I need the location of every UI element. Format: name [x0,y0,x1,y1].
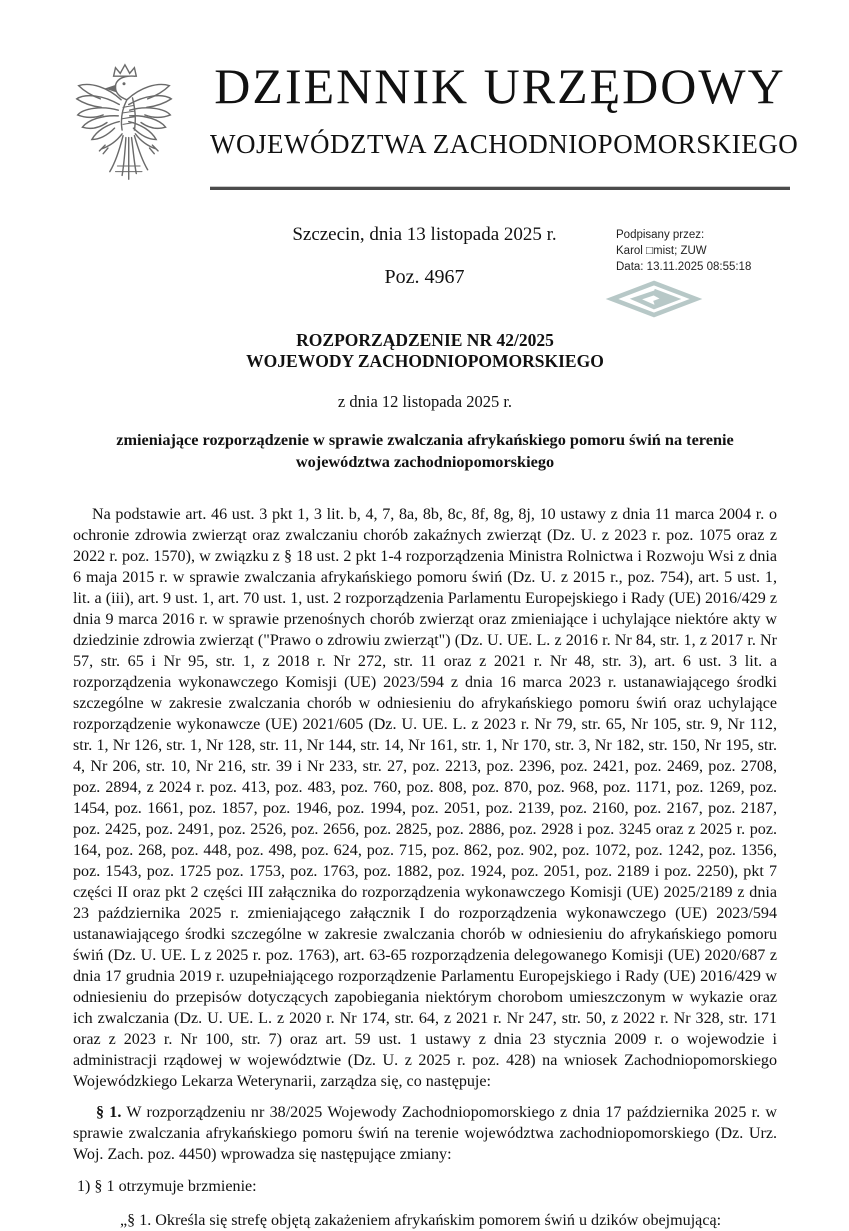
act-title-line1: ROZPORZĄDZENIE NR 42/2025 [296,330,554,350]
act-title-line2: WOJEWODY ZACHODNIOPOMORSKIEGO [246,351,604,371]
quoted-provision: „§ 1. Określa się strefę objętą zakażeniem afrykańskim pomorem świń u dzików obejmującą: [120,1212,722,1229]
gazette-subtitle: WOJEWÓDZTWA ZACHODNIOPOMORSKIEGO [210,128,799,159]
signature-signer-name: Karol □mist; ZUW [616,245,707,257]
dateline: Szczecin, dnia 13 listopada 2025 r. [292,224,557,245]
paragraph-1-text: W rozporządzeniu nr 38/2025 Wojewody Zachodniopomorskiego z dnia 17 października 2025 r. w sprawie zwalczania afrykańskiego pomoru świń na terenie województwa zachodniopomorskiego (Dz. Urz. Woj. Zach. poz. 4450) wprowadza się następujące zmiany: [73,1104,778,1163]
masthead-text [210,58,799,160]
act-title [73,330,777,372]
preamble-paragraph: Na podstawie art. 46 ust. 3 pkt 1, 3 lit. b, 4, 7, 8a, 8b, 8c, 8f, 8g, 8j, 10 ustawy z dnia 11 marca 2004 r. o ochronie zdrowia zwierząt oraz zwalczaniu chorób zakaźnych zwierząt (Dz. U. z 2023 r. poz. 1075 oraz z 2022 r. poz. 1570), w związku z § 18 ust. 2 pkt 1-4 rozporządzenia Ministra Rolnictwa i Rozwoju Wsi z dnia 6 maja 2015 r. w sprawie zwalczania afrykańskiego pomoru świń (Dz. U. z 2015 r., poz. 754), art. 5 ust. 1, lit. a (iii), art. 9 ust. 1, art. 70 ust. 1, ust. 2 rozporządzenia Parlamentu Europejskiego i Rady (UE) 2016/429 z dnia 9 marca 2016 r. w sprawie przenośnych chorób zwierząt oraz zmieniające i uchylające niektóre akty w dziedzinie zdrowia zwierząt ("Prawo o zdrowiu zwierząt") (Dz. U. UE. L. z 2016 r. Nr 84, str. 1, z 2017 r. Nr 57, str. 65 i Nr 95, str. 1, z 2018 r. Nr 272, str. 11 oraz z 2021 r. Nr 48, str. 3), art. 6 ust. 3 lit. a rozporządzenia wykonawczego Komisji (UE) 2023/594 z dnia 16 marca 2023 r. ustanawiającego środki szczególne w zakresie zwalczania chorób w odniesieniu do afrykańskiego pomoru świń oraz uchylające rozporządzenie wykonawcze (UE) 2021/605 (Dz. U. UE. L. z 2023 r. Nr 79, str. 65, Nr 105, str. 9, Nr 112, str. 1, Nr 126, str. 1, Nr 128, str. 11, Nr 144, str. 14, Nr 161, str. 1, Nr 170, str. 3, Nr 182, str. 150, Nr 195, str. 4, Nr 206, str. 10, Nr 216, str. 39 i Nr 233, str. 27, poz. 2213, poz. 2396, poz. 2421, poz. 2469, poz. 2708, poz. 2894, z 2024 r. poz. 413, poz. 483, poz. 760, poz. 808, poz. 870, poz. 968, poz. 1171, poz. 1269, poz. 1454, poz. 1661, poz. 1857, poz. 1946, poz. 1994, poz. 2051, poz. 2139, poz. 2160, poz. 2167, poz. 2187, poz. 2425, poz. 2491, poz. 2526, poz. 2656, poz. 2825, poz. 2886, poz. 2928 i poz. 3245 oraz z 2025 r. poz. 164, poz. 268, poz. 448, poz. 498, poz. 624, poz. 715, poz. 862, poz. 902, poz. 1072, poz. 1242, poz. 1356, poz. 1543, poz. 1725 poz. 1753, poz. 1763, poz. 1882, poz. 1924, poz. 2051, poz. 2189 i poz. 2250), pkt 7 części II oraz pkt 2 części III załącznika do rozporządzenia wykonawczego Komisji (UE) 2025/2189 z dnia 23 października 2025 r. zmieniającego załącznik I do rozporządzenia wykonawczego (UE) 2023/594 ustanawiającego środki szczególne w zakresie zwalczania chorób w odniesieniu do afrykańskiego pomoru świń (Dz. U. UE. L z 2025 r. poz. 1763), art. 63-65 rozporządzenia delegowanego Komisji (UE) 2020/687 z dnia 17 grudnia 2019 r. uzupełniającego rozporządzenie Parlamentu Europejskiego i Rady (UE) 2016/429 w odniesieniu do przepisów dotyczących zapobiegania niektórym chorobom umieszczonym w wykazie oraz ich zwalczania (Dz. U. UE. L. z 2020 r. Nr 174, str. 64, z 2021 r. Nr 247, str. 50, z 2022 r. Nr 328, str. 171 oraz z 2023 r. Nr 100, str. 7) oraz art. 59 ust. 1 ustawy z dnia 23 stycznia 2009 r. o wojewodzie i administracji rządowej w województwie (Dz. U. z 2025 r. poz. 428) na wniosek Zachodniopomorskiego Wojewódzkiego Lekarza Weterynarii, zarządza się, co następuje: [73,506,777,1090]
amendment-item-1: 1) § 1 otrzymuje brzmienie: [77,1178,257,1195]
paragraph-1 [73,1102,777,1165]
act-subject: zmieniające rozporządzenie w sprawie zwalczania afrykańskiego pomoru świń na terenie województwa zachodniopomorskiego [116,430,734,471]
masthead-rule [210,186,790,190]
signature-date: Data: 13.11.2025 08:55:18 [616,261,752,273]
gazette-title: DZIENNIK URZĘDOWY [214,58,786,114]
paragraph-1-label: § 1. [96,1104,122,1121]
signature-signed-by: Podpisany przez: [616,229,705,241]
act-content [73,330,777,1231]
polish-eagle-emblem-icon [72,58,176,204]
act-date: z dnia 12 listopada 2025 r. [337,392,513,411]
position-number: Poz. 4967 [384,266,465,288]
